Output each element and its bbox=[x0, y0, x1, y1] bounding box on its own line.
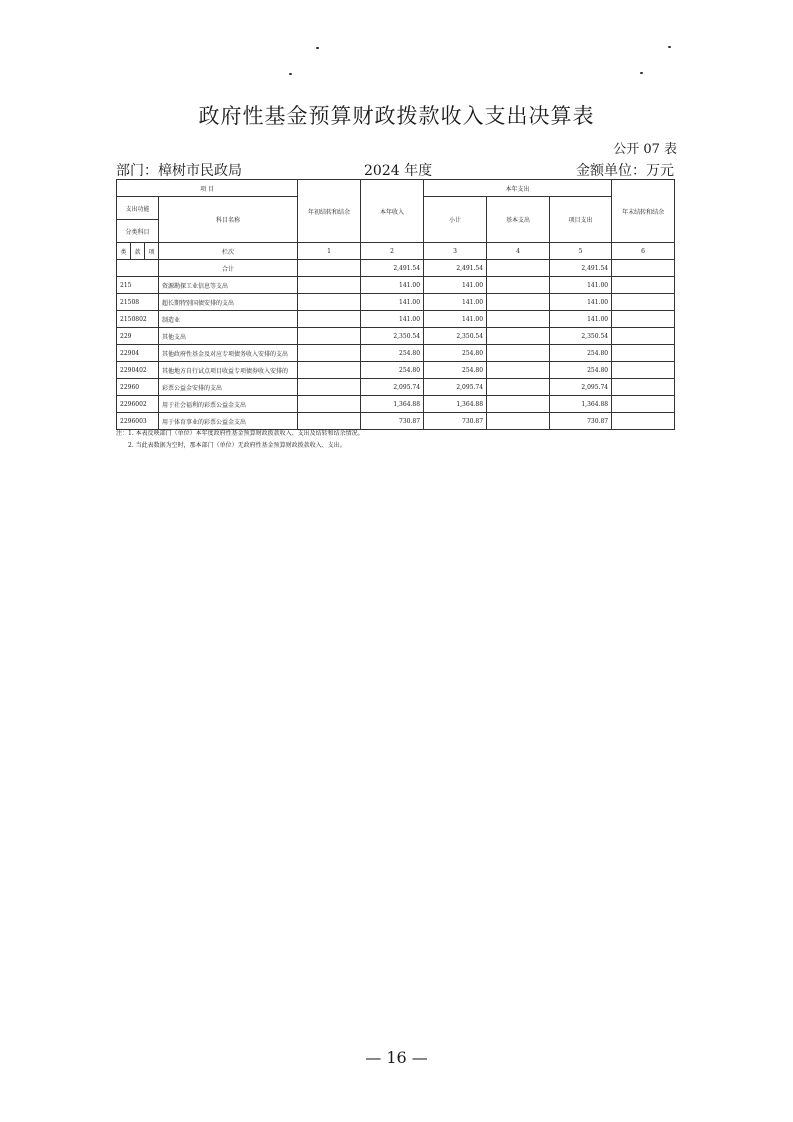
table-row bbox=[117, 379, 675, 396]
row-subtotal: 2,095.74 bbox=[424, 379, 487, 396]
table-row bbox=[117, 311, 675, 328]
row-project: 141.00 bbox=[550, 294, 612, 311]
header-lei: 类 bbox=[117, 243, 131, 260]
row-project: 2,350.54 bbox=[550, 328, 612, 345]
row-begin bbox=[298, 396, 361, 413]
row-basic bbox=[487, 345, 550, 362]
table-row bbox=[117, 362, 675, 379]
header-project-expense: 项目支出 bbox=[550, 197, 612, 243]
header-xiang: 项 bbox=[145, 243, 159, 260]
row-name: 用于体育事业的彩票公益金支出 bbox=[159, 413, 298, 430]
header-col4: 4 bbox=[487, 243, 550, 260]
row-basic bbox=[487, 277, 550, 294]
department-label: 部门：樟树市民政局 bbox=[116, 163, 242, 179]
table-row bbox=[117, 345, 675, 362]
row-basic bbox=[487, 294, 550, 311]
row-code: 2296003 bbox=[117, 413, 159, 430]
scan-speck bbox=[316, 47, 319, 49]
row-subtotal: 141.00 bbox=[424, 277, 487, 294]
note-1: 注：1. 本表反映部门（单位）本年度政府性基金预算财政拨款收入、支出及结转和结余情况。 bbox=[116, 430, 364, 437]
row-end bbox=[612, 311, 675, 328]
unit-label: 金额单位：万元 bbox=[576, 163, 674, 179]
row-income: 730.87 bbox=[361, 413, 424, 430]
note-2: 2. 当此表数据为空时，那本部门（单位）无政府性基金预算财政拨款收入、支出。 bbox=[128, 442, 346, 449]
row-begin bbox=[298, 362, 361, 379]
row-income: 2,350.54 bbox=[361, 328, 424, 345]
row-code: 22904 bbox=[117, 345, 159, 362]
row-name: 资源勘探工业信息等支出 bbox=[159, 277, 298, 294]
header-year-expense: 本年支出 bbox=[424, 180, 612, 197]
row-basic bbox=[487, 362, 550, 379]
row-begin bbox=[298, 379, 361, 396]
row-code: 2150802 bbox=[117, 311, 159, 328]
row-income: 2,095.74 bbox=[361, 379, 424, 396]
header-col1: 1 bbox=[298, 243, 361, 260]
row-end bbox=[612, 379, 675, 396]
row-subtotal: 1,364.88 bbox=[424, 396, 487, 413]
row-code bbox=[117, 260, 159, 277]
row-begin bbox=[298, 311, 361, 328]
row-basic bbox=[487, 396, 550, 413]
row-end bbox=[612, 277, 675, 294]
row-project: 141.00 bbox=[550, 277, 612, 294]
header-end-balance: 年末结转和结余 bbox=[612, 180, 675, 243]
document-header bbox=[116, 160, 674, 180]
header-subtotal: 小计 bbox=[424, 197, 487, 243]
header-begin-balance: 年初结转和结余 bbox=[298, 180, 361, 243]
row-subtotal: 141.00 bbox=[424, 311, 487, 328]
row-basic bbox=[487, 260, 550, 277]
row-income: 254.80 bbox=[361, 345, 424, 362]
row-begin bbox=[298, 260, 361, 277]
row-project: 730.87 bbox=[550, 413, 612, 430]
row-name: 用于社会福利的彩票公益金支出 bbox=[159, 396, 298, 413]
table-row bbox=[117, 328, 675, 345]
header-col6: 6 bbox=[612, 243, 675, 260]
page-number: — 16 — bbox=[365, 1048, 428, 1067]
row-name: 合计 bbox=[159, 260, 298, 277]
row-name: 其他政府性基金及对应专项债务收入安排的支出 bbox=[159, 345, 298, 362]
header-kuan: 款 bbox=[131, 243, 145, 260]
row-code: 215 bbox=[117, 277, 159, 294]
row-project: 254.80 bbox=[550, 362, 612, 379]
page-title: 政府性基金预算财政拨款收入支出决算表 bbox=[198, 104, 595, 128]
scan-speck bbox=[668, 46, 671, 48]
row-basic bbox=[487, 311, 550, 328]
row-name: 超长期特别国债安排的支出 bbox=[159, 294, 298, 311]
table-code: 公开 07 表 bbox=[613, 142, 677, 157]
row-code: 2290402 bbox=[117, 362, 159, 379]
row-subtotal: 2,350.54 bbox=[424, 328, 487, 345]
row-code: 21508 bbox=[117, 294, 159, 311]
row-project: 2,491.54 bbox=[550, 260, 612, 277]
row-income: 141.00 bbox=[361, 294, 424, 311]
budget-table bbox=[116, 179, 675, 430]
table-row bbox=[117, 294, 675, 311]
table-row bbox=[117, 260, 675, 277]
row-name: 其他支出 bbox=[159, 328, 298, 345]
row-code: 2296002 bbox=[117, 396, 159, 413]
row-end bbox=[612, 362, 675, 379]
header-col2: 2 bbox=[361, 243, 424, 260]
header-subject-name: 科目名称 bbox=[159, 197, 298, 243]
row-end bbox=[612, 345, 675, 362]
row-begin bbox=[298, 345, 361, 362]
row-name: 彩票公益金安排的支出 bbox=[159, 379, 298, 396]
header-col3: 3 bbox=[424, 243, 487, 260]
header-func-class: 支出功能 bbox=[117, 197, 159, 220]
row-income: 1,364.88 bbox=[361, 396, 424, 413]
scan-speck bbox=[289, 73, 292, 75]
table-notes bbox=[116, 428, 676, 452]
row-begin bbox=[298, 294, 361, 311]
row-end bbox=[612, 413, 675, 430]
header-year-income: 本年收入 bbox=[361, 180, 424, 243]
header-func-class-2: 分类科目 bbox=[117, 220, 159, 243]
row-name: 其他地方自行试点项目收益专项债券收入安排的 bbox=[159, 362, 298, 379]
row-basic bbox=[487, 328, 550, 345]
header-project: 项 目 bbox=[117, 180, 298, 197]
year-label: 2024 年度 bbox=[364, 163, 433, 179]
row-project: 141.00 bbox=[550, 311, 612, 328]
row-subtotal: 254.80 bbox=[424, 362, 487, 379]
row-basic bbox=[487, 379, 550, 396]
row-name: 制造业 bbox=[159, 311, 298, 328]
row-basic bbox=[487, 413, 550, 430]
table-row bbox=[117, 396, 675, 413]
row-end bbox=[612, 260, 675, 277]
row-income: 2,491.54 bbox=[361, 260, 424, 277]
row-subtotal: 254.80 bbox=[424, 345, 487, 362]
row-income: 141.00 bbox=[361, 277, 424, 294]
table-row bbox=[117, 277, 675, 294]
row-income: 141.00 bbox=[361, 311, 424, 328]
row-end bbox=[612, 396, 675, 413]
row-project: 254.80 bbox=[550, 345, 612, 362]
scan-speck bbox=[640, 72, 643, 74]
row-begin bbox=[298, 277, 361, 294]
row-subtotal: 141.00 bbox=[424, 294, 487, 311]
row-subtotal: 730.87 bbox=[424, 413, 487, 430]
row-income: 254.80 bbox=[361, 362, 424, 379]
row-end bbox=[612, 294, 675, 311]
header-row-label: 栏次 bbox=[159, 243, 298, 260]
row-code: 22960 bbox=[117, 379, 159, 396]
row-code: 229 bbox=[117, 328, 159, 345]
row-end bbox=[612, 328, 675, 345]
row-begin bbox=[298, 328, 361, 345]
row-subtotal: 2,491.54 bbox=[424, 260, 487, 277]
row-begin bbox=[298, 413, 361, 430]
header-basic-expense: 基本支出 bbox=[487, 197, 550, 243]
table-row bbox=[117, 413, 675, 430]
row-project: 2,095.74 bbox=[550, 379, 612, 396]
header-col5: 5 bbox=[550, 243, 612, 260]
row-project: 1,364.88 bbox=[550, 396, 612, 413]
